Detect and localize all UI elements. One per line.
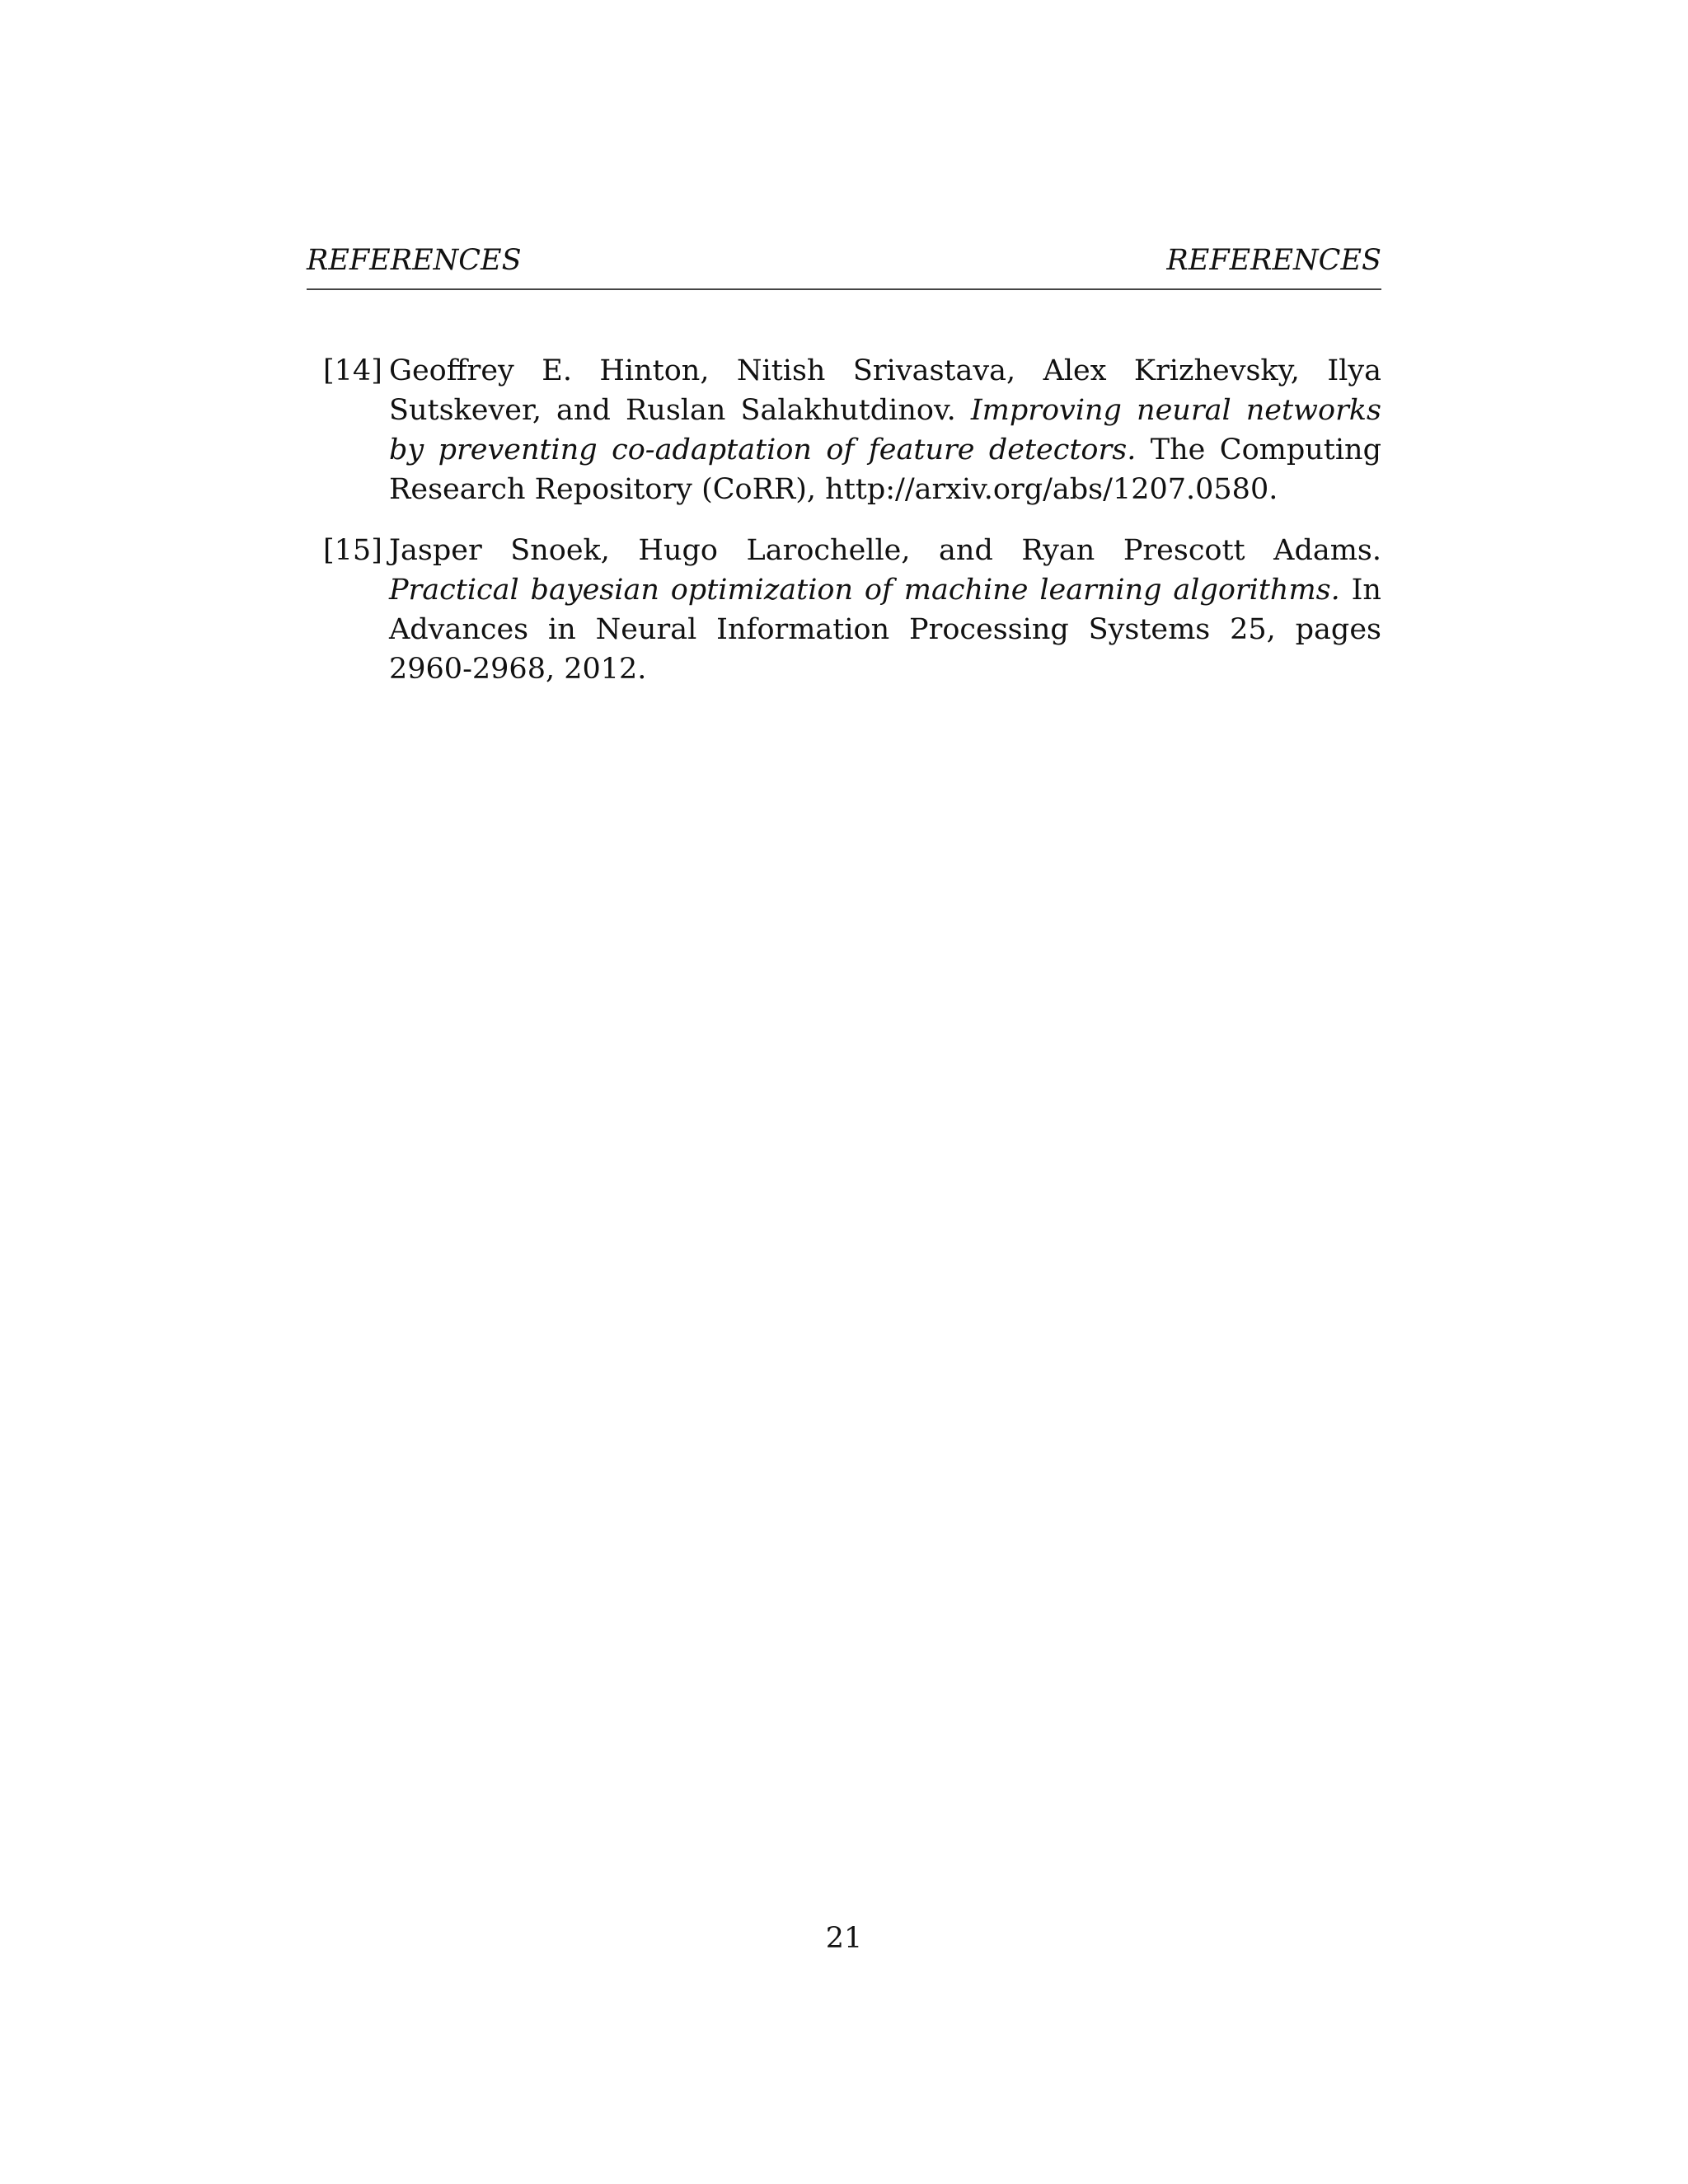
reference-authors: Geoffrey E. Hinton, Nitish Srivastava, Alex Krizhevsky, Ilya Sutskever, and Ruslan Salakhutdinov. — [389, 354, 1381, 427]
running-header-right: REFERENCES — [1166, 244, 1381, 277]
reference-item-15 — [307, 531, 1381, 689]
reference-authors: Jasper Snoek, Hugo Larochelle, and Ryan Prescott Adams. — [389, 534, 1381, 567]
reference-number: [15] — [323, 534, 382, 567]
reference-body — [389, 354, 1381, 506]
page-number: 21 — [825, 1922, 863, 1955]
reference-venue: The Computing Research Repository (CoRR), http://arxiv.org/abs/1207.0580. — [389, 434, 1381, 506]
reference-body — [389, 534, 1381, 686]
reference-item-14 — [307, 351, 1381, 509]
running-header-left: REFERENCES — [307, 244, 522, 277]
reference-title: Practical bayesian optimization of machine learning algorithms. — [389, 574, 1340, 607]
running-header — [307, 239, 1381, 290]
reference-title: Improving neural networks by preventing co-adaptation of feature detectors. — [389, 394, 1381, 466]
reference-number: [14] — [323, 354, 382, 387]
reference-venue: In Advances in Neural Information Processing Systems 25, pages 2960-2968, 2012. — [389, 574, 1381, 686]
reference-list — [307, 351, 1381, 710]
